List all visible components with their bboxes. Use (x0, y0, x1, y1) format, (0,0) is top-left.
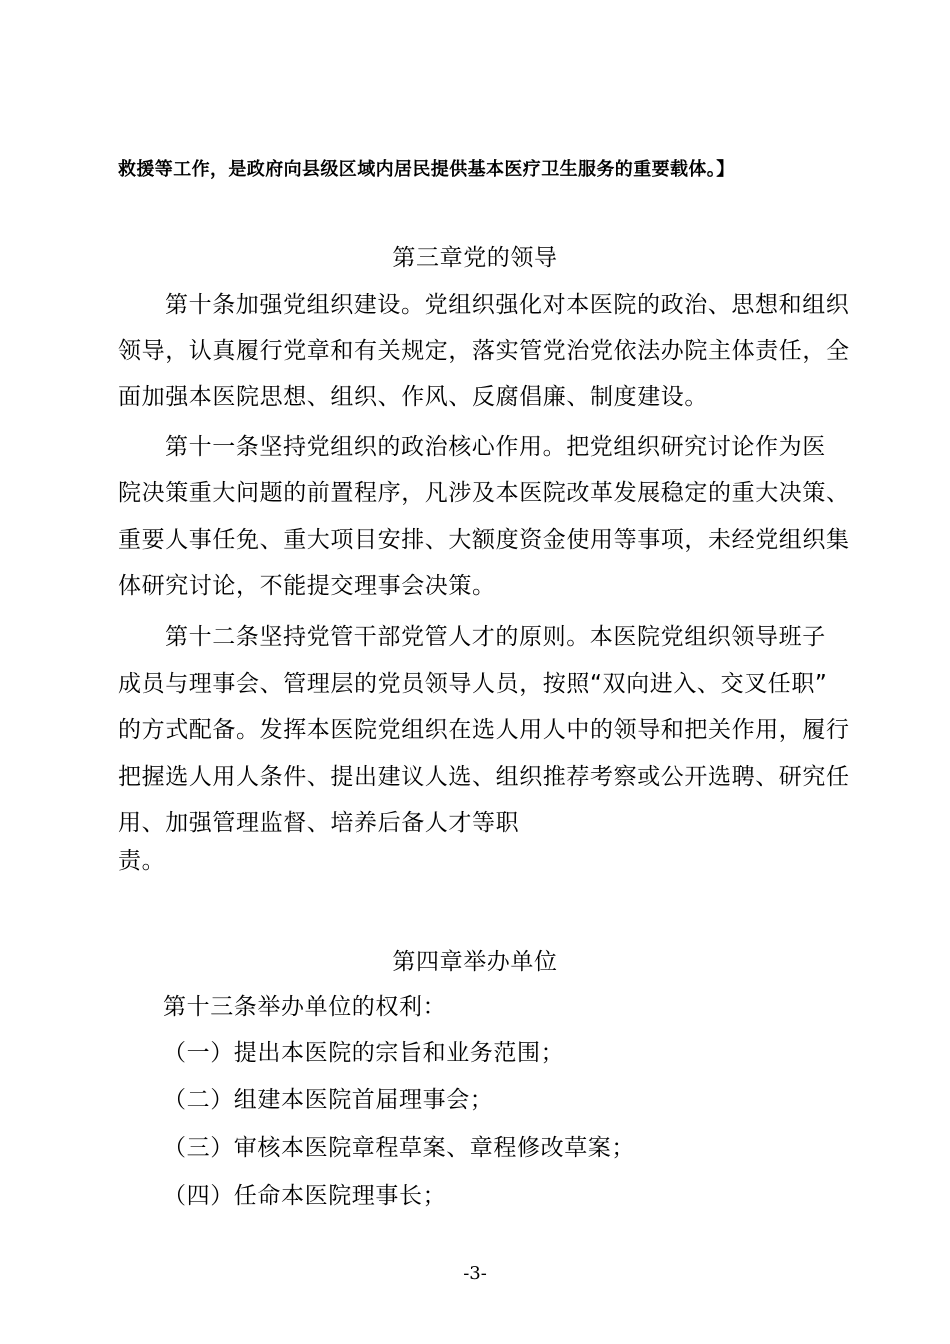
article12-line-1: 第十二条坚持党管干部党管人才的原则。本医院党组织领导班子 (165, 624, 826, 650)
article13-item-3: （三）审核本医院章程草案、章程修改草案； (163, 1135, 635, 1161)
article12-line-2: 成员与理事会、管理层的党员领导人员，按照“双向进入、交叉任职” (118, 671, 828, 697)
article12-line-6: 责。 (118, 848, 166, 874)
article12-line-4: 把握选人用人条件、提出建议人选、组织推荐考察或公开选聘、研究任 (118, 764, 850, 790)
article11-line-1: 第十一条坚持党组织的政治核心作用。把党组织研究讨论作为医 (165, 434, 826, 460)
chapter3-heading: 第三章党的领导 (392, 245, 558, 271)
article11-line-2: 院决策重大问题的前置程序，凡涉及本医院改革发展稳定的重大决策、 (118, 480, 850, 506)
article10-line-2: 领导，认真履行党章和有关规定，落实管党治党依法办院主体责任，全 (118, 338, 850, 364)
article13-title: 第十三条举办单位的权利： (163, 994, 447, 1020)
article11-line-3: 重要人事任免、重大项目安排、大额度资金使用等事项，未经党组织集 (118, 527, 850, 553)
article10-line-1: 第十条加强党组织建设。党组织强化对本医院的政治、思想和组织 (165, 292, 850, 318)
article12-line-5: 用、加强管理监督、培养后备人才等职 (118, 810, 520, 836)
article10-line-3: 面加强本医院思想、组织、作风、反腐倡廉、制度建设。 (118, 384, 708, 410)
article13-item-1: （一）提出本医院的宗旨和业务范围； (163, 1040, 565, 1066)
page-number: -3- (463, 1263, 487, 1284)
article11-line-4: 体研究讨论，不能提交理事会决策。 (118, 573, 496, 599)
article13-item-2: （二）组建本医院首届理事会； (163, 1087, 494, 1113)
article13-item-4: （四）任命本医院理事长； (163, 1183, 447, 1209)
chapter4-heading: 第四章举办单位 (392, 949, 558, 975)
article12-line-3: 的方式配备。发挥本医院党组织在选人用人中的领导和把关作用，履行 (118, 717, 850, 743)
intro-fragment: 救援等工作，是政府向县级区域内居民提供基本医疗卫生服务的重要载体。】 (118, 159, 735, 180)
